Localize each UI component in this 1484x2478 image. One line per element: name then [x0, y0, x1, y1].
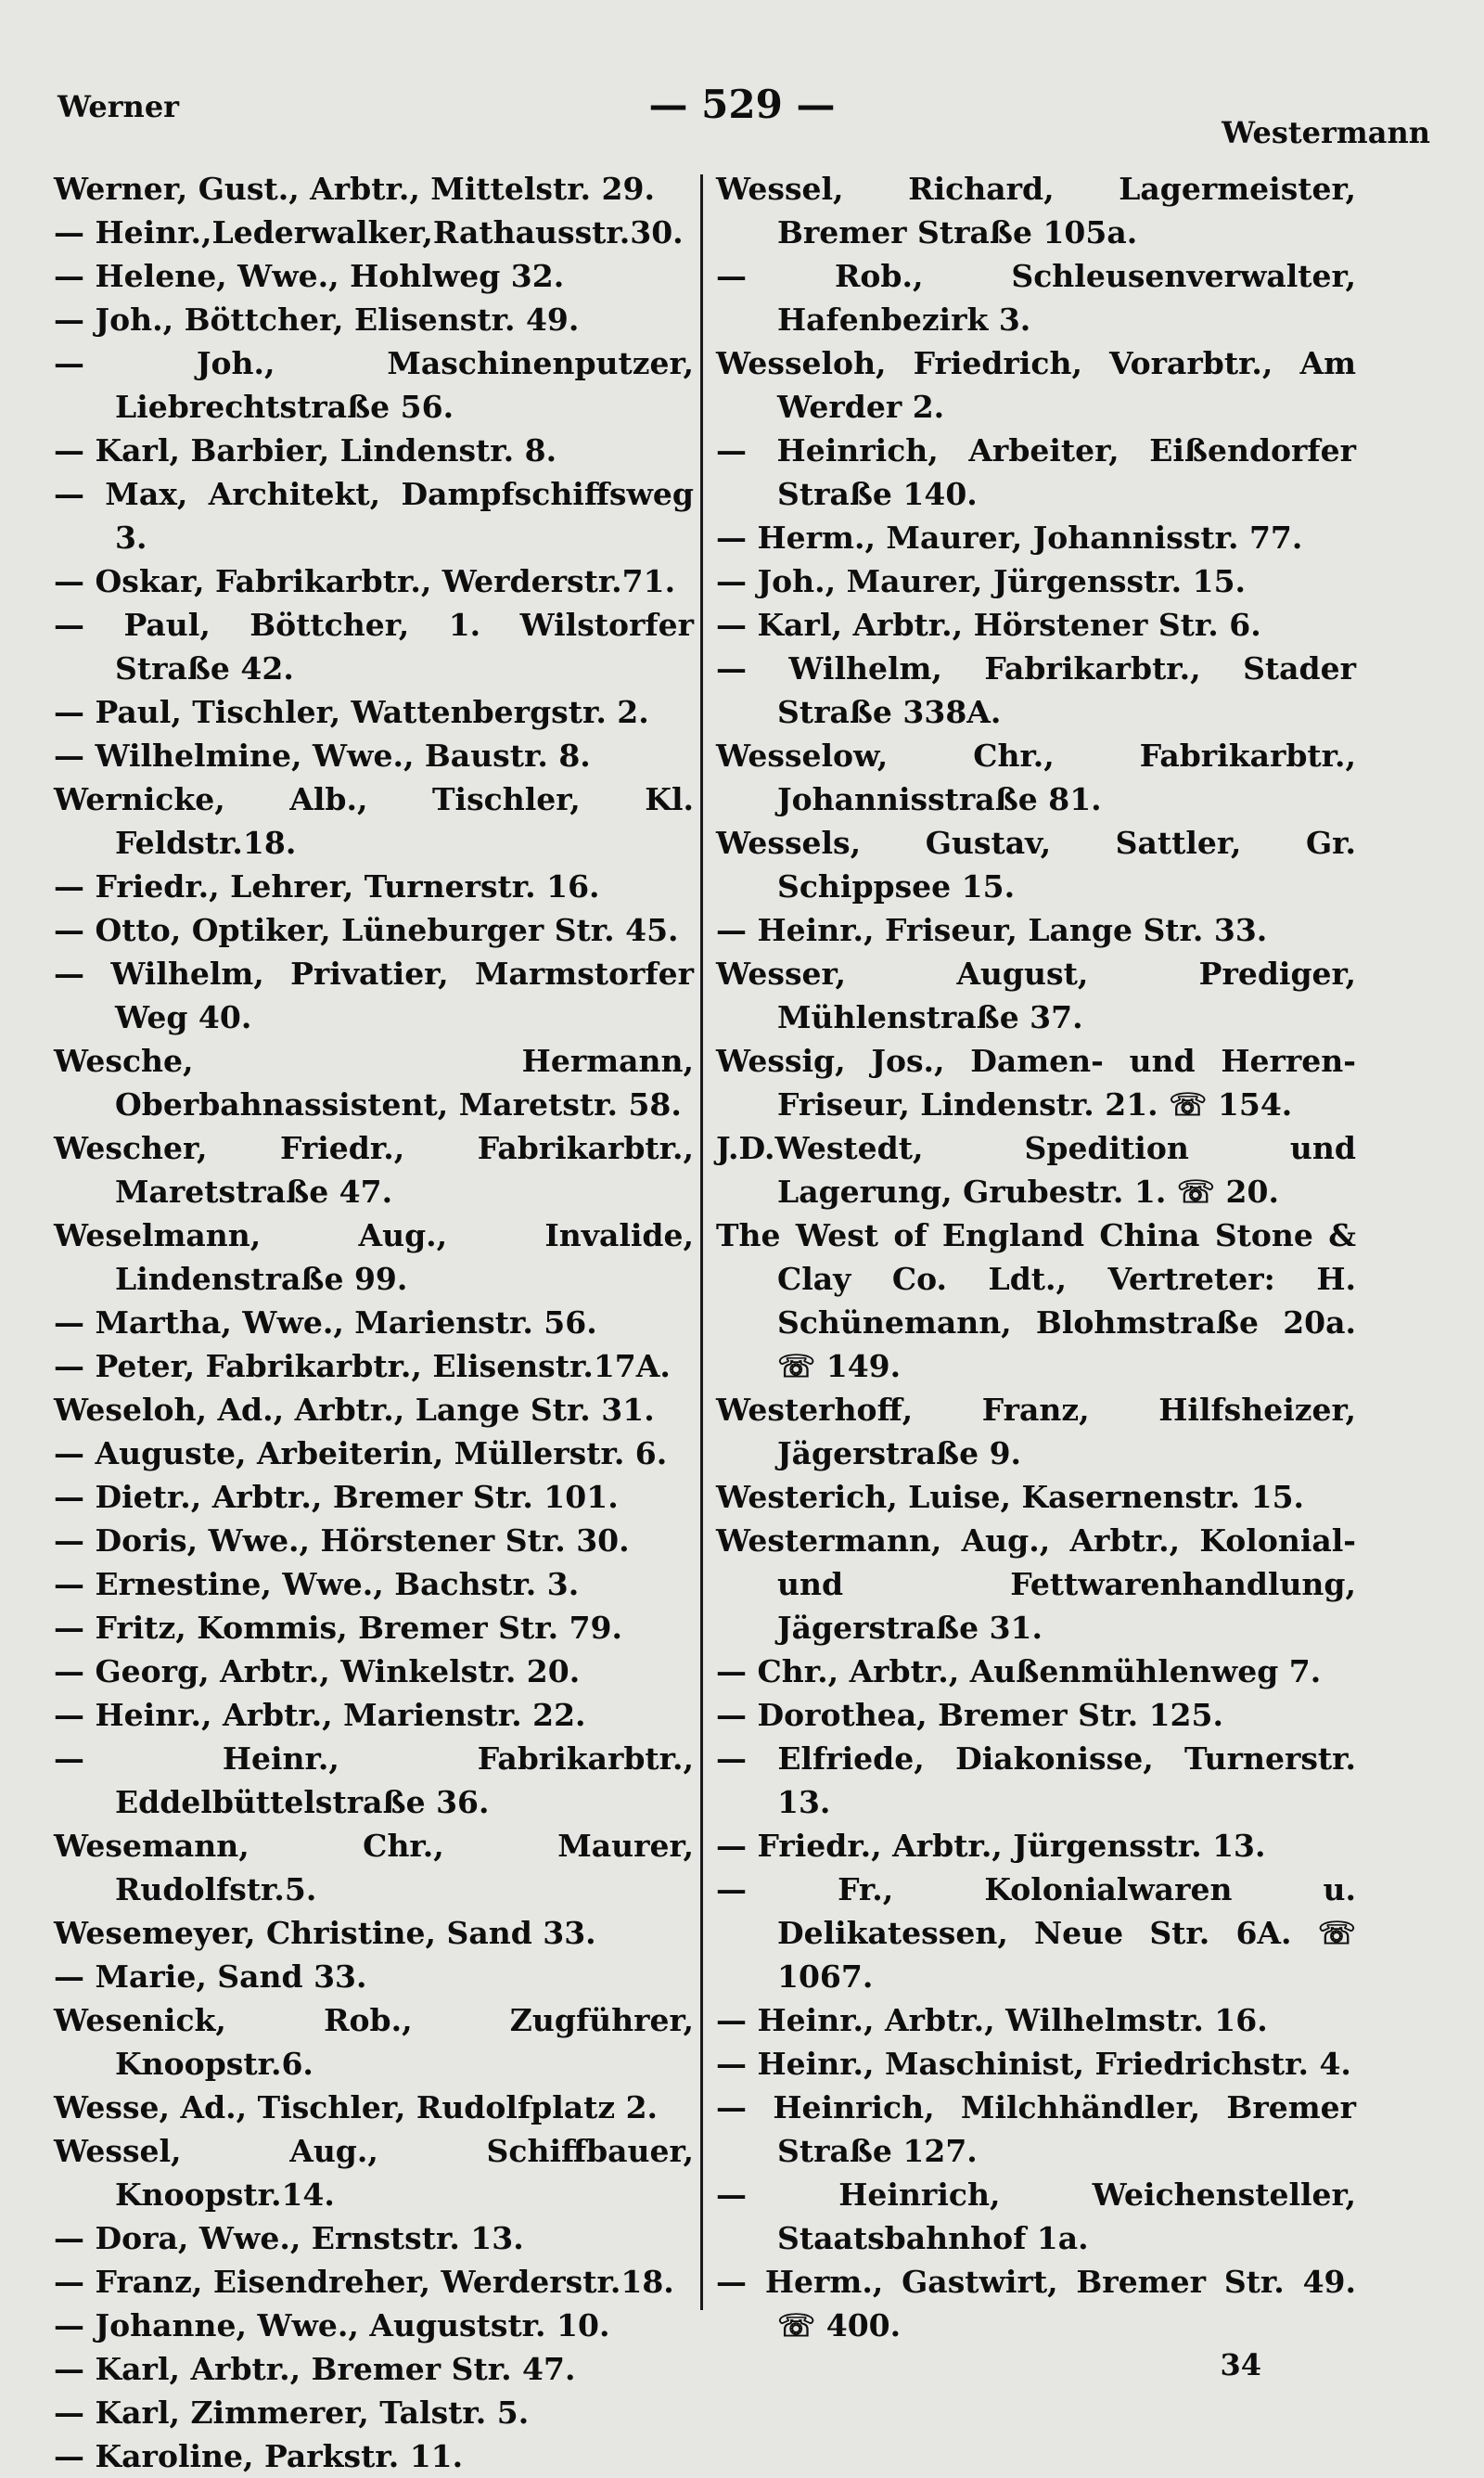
directory-entry: — Heinrich, Milchhändler, Bremer Straße 127.: [716, 2089, 1356, 2169]
directory-entry: — Dorothea, Bremer Str. 125.: [716, 1697, 1223, 1733]
directory-entry: Wesenick, Rob., Zugführer, Knoopstr.6.: [54, 2002, 694, 2082]
directory-entry: The West of England China Stone & Clay Co. Ldt., Vertreter: H. Schünemann, Blohmstraße 20a. ☏ 149.: [716, 1217, 1356, 1384]
directory-entry: — Marie, Sand 33.: [54, 1958, 367, 1995]
directory-entry: — Max, Architekt, Dampfschiffsweg 3.: [54, 476, 694, 556]
directory-entry: — Heinr.,Lederwalker,Rathausstr.30.: [54, 214, 684, 250]
left-column: [54, 167, 694, 2474]
directory-entry: — Friedr., Arbtr., Jürgensstr. 13.: [716, 1828, 1266, 1864]
printer-signature: 34: [1220, 2347, 1261, 2382]
directory-entry: Wesselow, Chr., Fabrikarbtr., Johannisstraße 81.: [716, 738, 1356, 817]
directory-entry: — Ernestine, Wwe., Bachstr. 3.: [54, 1566, 580, 1602]
directory-entry: — Helene, Wwe., Hohlweg 32.: [54, 258, 565, 294]
directory-entry: — Herm., Maurer, Johannisstr. 77.: [716, 520, 1303, 556]
directory-entry: — Doris, Wwe., Hörstener Str. 30.: [54, 1522, 630, 1559]
right-column: [716, 167, 1356, 2343]
running-head-left: Werner: [58, 89, 180, 124]
directory-entry: Wesser, August, Prediger, Mühlenstraße 37.: [716, 956, 1356, 1035]
directory-entry: Wessels, Gustav, Sattler, Gr. Schippsee 15.: [716, 825, 1356, 905]
directory-entry: — Friedr., Lehrer, Turnerstr. 16.: [54, 868, 600, 905]
directory-entry: — Dietr., Arbtr., Bremer Str. 101.: [54, 1479, 619, 1515]
directory-entry: — Joh., Maurer, Jürgensstr. 15.: [716, 563, 1247, 599]
directory-entry: — Wilhelm, Fabrikarbtr., Stader Straße 338A.: [716, 650, 1356, 730]
directory-entry: — Wilhelmine, Wwe., Baustr. 8.: [54, 738, 591, 774]
directory-entry: Weseloh, Ad., Arbtr., Lange Str. 31.: [54, 1392, 655, 1428]
directory-entry: Wessel, Richard, Lagermeister, Bremer Straße 105a.: [716, 171, 1356, 250]
directory-entry: — Heinrich, Arbeiter, Eißendorfer Straße 140.: [716, 432, 1356, 512]
directory-entry: — Karoline, Parkstr. 11.: [54, 2438, 464, 2474]
page-number: — 529 —: [648, 82, 836, 127]
column-divider: [700, 174, 703, 2310]
directory-entry: — Joh., Böttcher, Elisenstr. 49.: [54, 302, 580, 338]
directory-entry: — Herm., Gastwirt, Bremer Str. 49. ☏ 400.: [716, 2264, 1356, 2343]
directory-entry: — Karl, Arbtr., Bremer Str. 47.: [54, 2351, 576, 2387]
directory-entry: Wessel, Aug., Schiffbauer, Knoopstr.14.: [54, 2133, 694, 2213]
directory-entry: — Fritz, Kommis, Bremer Str. 79.: [54, 1610, 622, 1646]
directory-entry: Wesche, Hermann, Oberbahnassistent, Maretstr. 58.: [54, 1043, 694, 1123]
directory-entry: — Auguste, Arbeiterin, Müllerstr. 6.: [54, 1435, 668, 1471]
directory-entry: — Karl, Arbtr., Hörstener Str. 6.: [716, 607, 1261, 643]
directory-entry: — Joh., Maschinenputzer, Liebrechtstraße 56.: [54, 345, 694, 425]
directory-entry: — Paul, Böttcher, 1. Wilstorfer Straße 42.: [54, 607, 694, 687]
directory-entry: — Heinrich, Weichensteller, Staatsbahnhof 1a.: [716, 2176, 1356, 2256]
directory-entry: Wesemann, Chr., Maurer, Rudolfstr.5.: [54, 1828, 694, 1907]
directory-entry: — Karl, Barbier, Lindenstr. 8.: [54, 432, 557, 469]
directory-entry: — Heinr., Maschinist, Friedrichstr. 4.: [716, 2046, 1351, 2082]
directory-entry: Wesse, Ad., Tischler, Rudolfplatz 2.: [54, 2089, 659, 2125]
directory-entry: — Dora, Wwe., Ernststr. 13.: [54, 2220, 524, 2256]
running-head-right: Westermann: [1222, 115, 1430, 150]
directory-entry: — Martha, Wwe., Marienstr. 56.: [54, 1304, 597, 1341]
directory-entry: Wernicke, Alb., Tischler, Kl. Feldstr.18.: [54, 781, 694, 861]
directory-entry: — Paul, Tischler, Wattenbergstr. 2.: [54, 694, 649, 730]
directory-entry: Westerhoff, Franz, Hilfsheizer, Jägerstraße 9.: [716, 1392, 1356, 1471]
directory-entry: — Peter, Fabrikarbtr., Elisenstr.17A.: [54, 1348, 671, 1384]
directory-entry: — Elfriede, Diakonisse, Turnerstr. 13.: [716, 1740, 1356, 1820]
directory-entry: Westerich, Luise, Kasernenstr. 15.: [716, 1479, 1305, 1515]
directory-entry: Wescher, Friedr., Fabrikarbtr., Maretstraße 47.: [54, 1130, 694, 1210]
directory-entry: Wessig, Jos., Damen- und Herren-Friseur, Lindenstr. 21. ☏ 154.: [716, 1043, 1356, 1123]
directory-entry: — Johanne, Wwe., Auguststr. 10.: [54, 2307, 610, 2343]
directory-entry: — Franz, Eisendreher, Werderstr.18.: [54, 2264, 674, 2300]
directory-entry: — Heinr., Friseur, Lange Str. 33.: [716, 912, 1268, 948]
directory-entry: — Otto, Optiker, Lüneburger Str. 45.: [54, 912, 679, 948]
directory-entry: Werner, Gust., Arbtr., Mittelstr. 29.: [54, 171, 655, 207]
directory-entry: — Heinr., Arbtr., Marienstr. 22.: [54, 1697, 586, 1733]
directory-entry: — Wilhelm, Privatier, Marmstorfer Weg 40.: [54, 956, 694, 1035]
directory-entry: — Rob., Schleusenverwalter, Hafenbezirk 3.: [716, 258, 1356, 338]
directory-entry: — Karl, Zimmerer, Talstr. 5.: [54, 2395, 530, 2431]
directory-entry: — Oskar, Fabrikarbtr., Werderstr.71.: [54, 563, 676, 599]
directory-entry: J.D.Westedt, Spedition und Lagerung, Grubestr. 1. ☏ 20.: [716, 1130, 1356, 1210]
directory-entry: — Heinr., Arbtr., Wilhelmstr. 16.: [716, 2002, 1268, 2038]
directory-entry: — Chr., Arbtr., Außenmühlenweg 7.: [716, 1653, 1322, 1689]
directory-entry: Westermann, Aug., Arbtr., Kolonial- und Fettwarenhandlung, Jägerstraße 31.: [716, 1522, 1356, 1646]
directory-entry: Wesseloh, Friedrich, Vorarbtr., Am Werder 2.: [716, 345, 1356, 425]
directory-entry: Weselmann, Aug., Invalide, Lindenstraße 99.: [54, 1217, 694, 1297]
directory-entry: — Heinr., Fabrikarbtr., Eddelbüttelstraße 36.: [54, 1740, 694, 1820]
directory-entry: Wesemeyer, Christine, Sand 33.: [54, 1915, 596, 1951]
directory-entry: — Georg, Arbtr., Winkelstr. 20.: [54, 1653, 581, 1689]
directory-entry: — Fr., Kolonialwaren u. Delikatessen, Neue Str. 6A. ☏ 1067.: [716, 1871, 1356, 1995]
